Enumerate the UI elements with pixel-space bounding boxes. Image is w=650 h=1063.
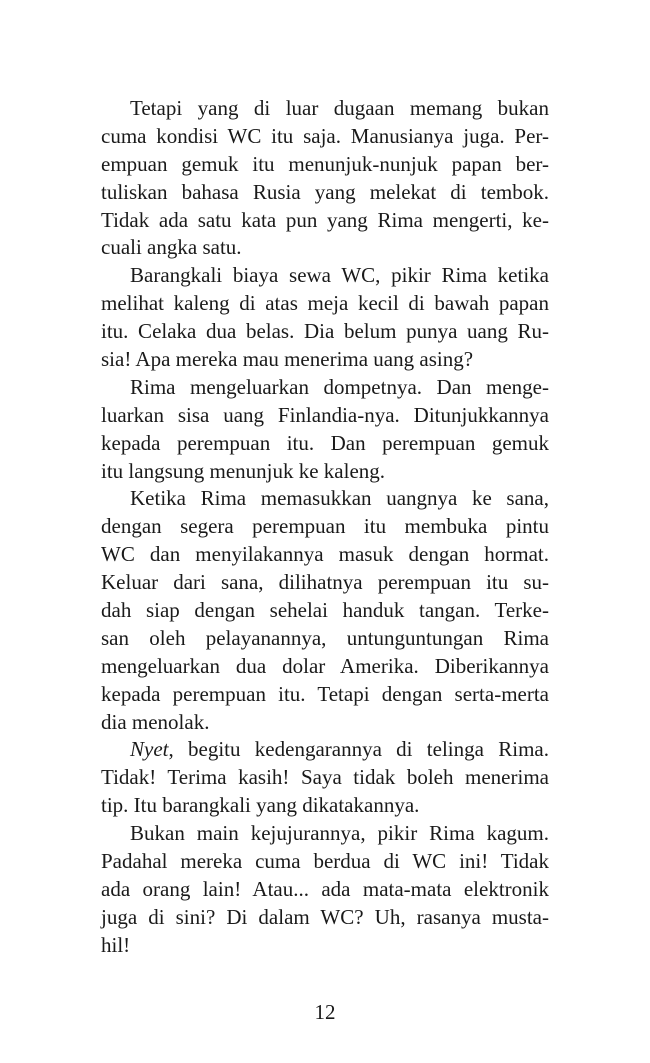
paragraph xyxy=(101,736,549,820)
text-line: Ketika Rima memasukkan uangnya ke sana, xyxy=(130,486,549,511)
text-line: kepada perempuan itu. Dan perempuan gemuk xyxy=(101,430,549,455)
text-line: luarkan sisa uang Finlandia-nya. Ditunjukkannya xyxy=(101,402,549,427)
text-line: juga di sini? Di dalam WC? Uh, rasanya musta- xyxy=(101,904,549,929)
text-line: empuan gemuk itu menunjuk-nunjuk papan ber- xyxy=(101,151,549,176)
paragraph xyxy=(101,262,549,374)
text-span: , begitu kedengarannya di telinga Rima. xyxy=(168,737,549,762)
text-line: dengan segera perempuan itu membuka pintu xyxy=(101,514,549,539)
text-line: cuma kondisi WC itu saja. Manusianya juga. Per- xyxy=(101,123,549,148)
text-line: Keluar dari sana, dilihatnya perempuan itu su- xyxy=(101,570,549,595)
text-line: itu. Celaka dua belas. Dia belum punya uang Ru- xyxy=(101,319,549,344)
paragraph xyxy=(101,374,549,486)
text-line: Tidak! Terima kasih! Saya tidak boleh menerima xyxy=(101,765,549,790)
text-line: Rima mengeluarkan dompetnya. Dan menge- xyxy=(130,374,549,399)
text-line: WC dan menyilakannya masuk dengan hormat. xyxy=(101,542,549,567)
text-line: mengeluarkan dua dolar Amerika. Diberikannya xyxy=(101,653,549,678)
text-line: tip. Itu barangkali yang dikatakannya. xyxy=(101,793,420,818)
text-line: Tetapi yang di luar dugaan memang bukan xyxy=(130,96,549,120)
text-line: itu langsung menunjuk ke kaleng. xyxy=(101,458,386,483)
text-line: dia menolak. xyxy=(101,709,210,734)
page-body xyxy=(101,95,549,960)
page-number: 12 xyxy=(314,1000,336,1024)
text-line: Tidak ada satu kata pun yang Rima mengerti, ke- xyxy=(101,207,549,232)
text-line: Barangkali biaya sewa WC, pikir Rima ketika xyxy=(130,263,549,288)
paragraph xyxy=(101,95,549,262)
text-line: Padahal mereka cuma berdua di WC ini! Tidak xyxy=(101,849,549,874)
text-line: san oleh pelayanannya, untunguntungan Rima xyxy=(101,625,549,650)
text-line: sia! Apa mereka mau menerima uang asing? xyxy=(101,347,474,372)
text-line: ada orang lain! Atau... ada mata-mata elektronik xyxy=(101,876,549,901)
text-line: cuali angka satu. xyxy=(101,235,242,260)
text-line: melihat kaleng di atas meja kecil di bawah papan xyxy=(101,291,549,316)
text-line: Bukan main kejujurannya, pikir Rima kagum. xyxy=(130,821,549,846)
text-line: dah siap dengan sehelai handuk tangan. Terke- xyxy=(101,598,549,623)
text-line: hil! xyxy=(101,932,131,957)
italic-word: Nyet xyxy=(130,737,169,762)
text-line xyxy=(101,736,549,764)
paragraph xyxy=(101,820,549,959)
text-line: tuliskan bahasa Rusia yang melekat di tembok. xyxy=(101,179,549,204)
paragraph xyxy=(101,485,549,736)
text-line: kepada perempuan itu. Tetapi dengan serta-merta xyxy=(101,681,549,706)
